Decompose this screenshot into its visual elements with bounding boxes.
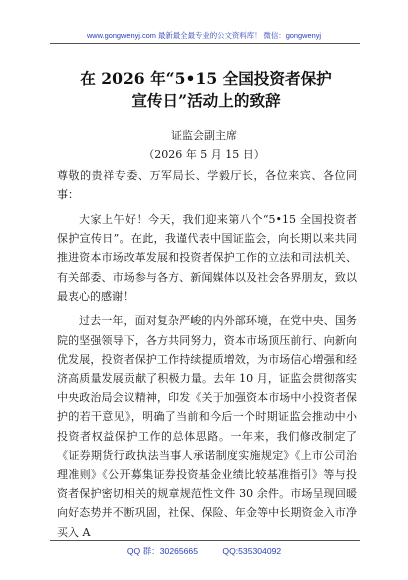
document-body [57, 166, 357, 547]
footer-divider [50, 540, 360, 541]
header-divider [50, 43, 360, 44]
site-header: www.gongwenyj.com 最新最全最专业的公文资料库！ 微信：gongwenyj [86, 31, 322, 40]
author-line: 证监会副主席 [171, 129, 237, 142]
date-line: （2026 年 5 月 15 日） [143, 148, 265, 161]
document-title: 在 2026 年“5•15 全国投资者保护宣传日”活动上的致辞 [80, 69, 332, 110]
salutation-paragraph: 尊敬的贵祥专委、万军局长、学毅厅长，各位来宾、各位同事： [57, 169, 357, 202]
body-paragraph: 过去一年，面对复杂严峻的内外部环境，在党中央、国务院的坚强领导下，各方共同努力，资本市场顶压前行、向新向优发展，投资者保护工作持续提质增效，为市场信心增强和经济高质量发展贡献了积极力量。去年 10 月，证监会贯彻落实中央政治局会议精神，印发《关于加强资本市场中小投资者保护的若干意见》，明确了当前和今后一个时期证监会推动中小投资者权益保护工作的总体思路。一年来，我们修改制定了《证券期货行政执法当事人承诺制度实施规定》《上市公司治理准则》《公开募集证券投资基金业绩比较基准指引》等与投资者保护密切相关的规章规范性文件 30 余件。市场呈现回暖向好态势并不断巩固，社保、保险、年金等中长期资金入市净买入 A [57, 314, 357, 539]
body-paragraph: 大家上午好！今天，我们迎来第八个“5•15 全国投资者保护宣传日”。在此，我谨代表中国证监会，向长期以来共同推进资本市场改革发展和投资者保护工作的立法和司法机关、有关部委、市场参与各方、新闻媒体以及社会各界朋友，致以最衷心的感谢！ [57, 212, 357, 303]
qq-group-text: QQ 群：30265665 [126, 546, 198, 556]
site-footer [0, 545, 408, 557]
qq-number-text: QQ:535304092 [222, 546, 282, 556]
